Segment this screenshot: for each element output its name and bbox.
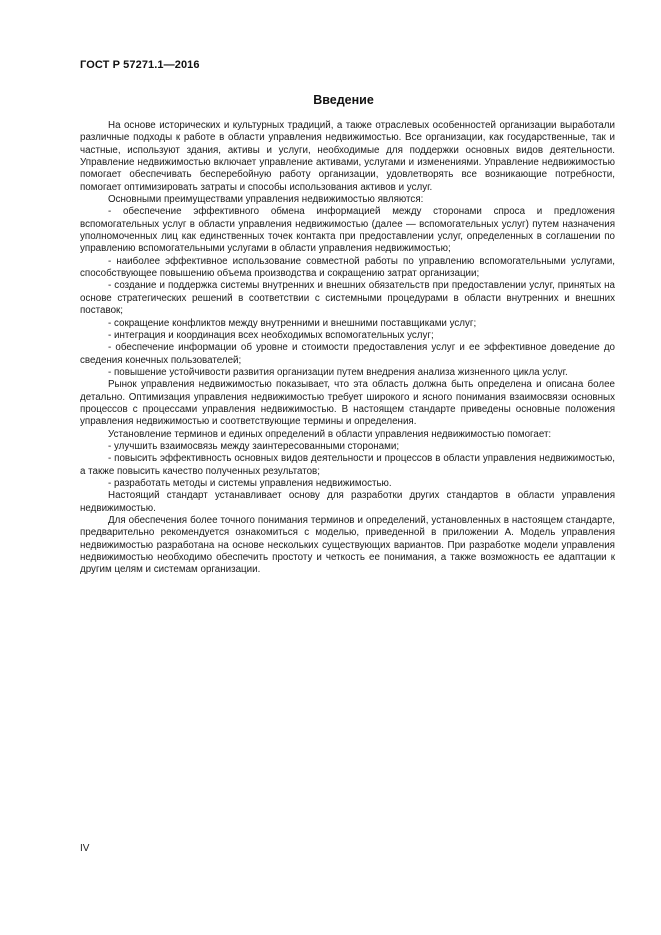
list-item: - сокращение конфликтов между внутренними и внешними поставщиками услуг; xyxy=(108,317,477,329)
document-body xyxy=(80,120,615,577)
paragraph-model: Для обеспечения более точного понимания терминов и определений, установленных в настоящем стандарте, предварительно рекомендуется ознакомиться с моделью, приведенной в приложении А. Модель управления недвижимостью разработана на основе нескольких существующих вариантов. При разработке модели управления недвижимостью необходимо обеспечить простоту и четкость ее понимания, а также возможность ее адаптации к другим целям и системам организации. xyxy=(80,515,615,576)
list-item: - обеспечение эффективного обмена информацией между сторонами спроса и предложения вспомогательных услуг в области управления недвижимостью (далее — вспомогательных услуг) путем назначения уполномоченных лиц как единственных точек контакта при предоставлении услуг, определенных в соглашении по управлению вспомогательными услугами в области управления недвижимостью; xyxy=(80,206,615,255)
page-number: IV xyxy=(80,843,90,854)
list-item: - разработать методы и системы управления недвижимостью. xyxy=(108,477,392,489)
paragraph-standard-basis: Настоящий стандарт устанавливает основу для разработки других стандартов в области управления недвижимостью. xyxy=(80,490,615,514)
list-item: - повышение устойчивости развития организации путем внедрения анализа жизненного цикла услуг. xyxy=(108,366,568,378)
list-item: - интеграция и координация всех необходимых вспомогательных услуг; xyxy=(108,329,434,341)
document-header: ГОСТ Р 57271.1—2016 xyxy=(80,59,200,71)
paragraph-intro: На основе исторических и культурных традиций, а также отраслевых особенностей организации выработали различные подходы к работе в области управления недвижимостью. Все организации, как государственные, так и частные, используют здания, активы и услуги, необходимые для поддержки основных видов деятельности. Управление недвижимостью включает управление активами, услугами и изменениями. Управление недвижимостью помогает обеспечивать бесперебойную работу организации, удовлетворять все возникающие потребности, помогает оптимизировать затраты и способы использования активов и услуг. xyxy=(80,120,615,193)
paragraph-advantages-lead: Основными преимуществами управления недвижимостью являются: xyxy=(108,194,424,206)
list-item: - улучшить взаимосвязь между заинтересованными сторонами; xyxy=(108,440,400,452)
list-item: - повысить эффективность основных видов деятельности и процессов в области управления недвижимостью, а также повысить качество полученных результатов; xyxy=(80,453,615,477)
list-item: - создание и поддержка системы внутренних и внешних обязательств при предоставлении услуг, принятых на основе стратегических решений в соответствии с системными процедурами в области внутренних и внешних поставок; xyxy=(80,280,615,317)
paragraph-market: Рынок управления недвижимостью показывает, что эта область должна быть определена и описана более детально. Оптимизация управления недвижимостью требует широкого и ясного понимания взаимосвязи основных процессов с процессами управления недвижимостью. В настоящем стандарте приведены основные положения управления недвижимостью и соответствующие термины и определения. xyxy=(80,379,615,428)
list-item: - обеспечение информации об уровне и стоимости предоставления услуг и ее эффективное доведение до сведения конечных пользователей; xyxy=(80,342,615,366)
section-title: Введение xyxy=(313,93,374,107)
list-item: - наиболее эффективное использование совместной работы по управлению вспомогательными услугами, способствующее повышению объема производства и сокращению затрат организации; xyxy=(80,255,615,280)
paragraph-terms-lead: Установление терминов и единых определений в области управления недвижимостью помогает: xyxy=(108,428,552,440)
